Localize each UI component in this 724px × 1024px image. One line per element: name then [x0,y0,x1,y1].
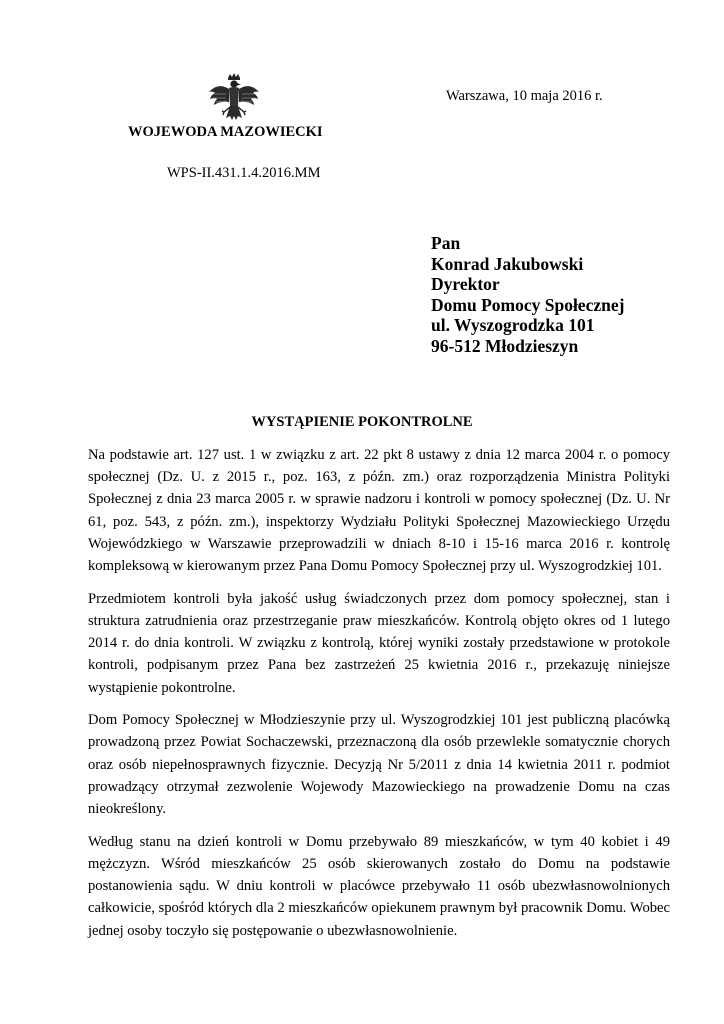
paragraph-scope: Przedmiotem kontroli była jakość usług świadczonych przez dom pomocy społecznej, stan i struktura zatrudnienia oraz przestrzeganie praw mieszkańców. Kontrolą objęto okres od 1 lutego 2014 r. do dnia kontroli. W związku z kontrolą, której wyniki zostały przedstawione w protokole kontroli, podpisanym przez Pana bez zastrzeżeń 25 kwietnia 2016 r., przekazuję niniejsze wystąpienie pokontrolne. [88,590,670,696]
addressee-salutation: Pan [431,233,461,253]
addressee-city: 96-512 Młodzieszyn [431,335,579,356]
paragraph-facility: Dom Pomocy Społecznej w Młodzieszynie przy ul. Wyszogrodzkiej 101 jest publiczną placówką prowadzoną przez Powiat Sochaczewski, przeznaczoną dla osób przewlekle somatycznie chorych oraz osób niepełnosprawnych fizycznie. Decyzją Nr 5/2011 z dnia 14 kwietnia 2011 r. podmiot prowadzący otrzymał zezwolenie Wojewody Mazowieckiego na prowadzenie Domu na czas nieokreślony. [88,712,670,818]
document-body [88,444,670,952]
addressee-street: ul. Wyszogrodzka 101 [431,315,595,336]
paragraph-legal-basis: Na podstawie art. 127 ust. 1 w związku z art. 22 pkt 8 ustawy z dnia 12 marca 2004 r. o pomocy społecznej (Dz. U. z 2015 r., poz. 163, z późn. zm.) oraz rozporządzenia Ministra Polityki Społecznej z dnia 23 marca 2005 r. w sprawie nadzoru i kontroli w pomocy społecznej (Dz. U. Nr 61, poz. 543, z późn. zm.), inspektorzy Wydziału Polityki Społecznej Mazowieckiego Urzędu Wojewódzkiego w Warszawie przeprowadzili w dniach 8-10 i 15-16 marca 2016 r. kontrolę kompleksową w kierowanym przez Pana Domu Pomocy Społecznej przy ul. Wyszogrodzkiej 101. [88,447,670,575]
polish-eagle-emblem-icon [206,72,262,126]
organization-name: WOJEWODA MAZOWIECKI [128,124,323,140]
addressee-name: Konrad Jakubowski [431,253,584,274]
addressee-position: Dyrektor [431,274,500,295]
reference-number: WPS-II.431.1.4.2016.MM [167,165,321,181]
document-title: WYSTĄPIENIE POKONTROLNE [251,414,473,430]
place-date: Warszawa, 10 maja 2016 r. [446,88,603,104]
paragraph-residents: Według stanu na dzień kontroli w Domu przebywało 89 mieszkańców, w tym 40 kobiet i 49 mężczyzn. Wśród mieszkańców 25 osób skierowanych zostało do Domu na podstawie postanowienia sądu. W dniu kontroli w placówce przebywało 11 osób ubezwłasnowolnionych całkowicie, spośród których dla 2 mieszkańców opiekunem prawnym był pracownik Domu. Wobec jednej osoby toczyło się postępowanie o ubezwłasnowolnienie. [88,833,670,939]
addressee-institution: Domu Pomocy Społecznej [431,294,625,315]
addressee-block [431,233,624,357]
